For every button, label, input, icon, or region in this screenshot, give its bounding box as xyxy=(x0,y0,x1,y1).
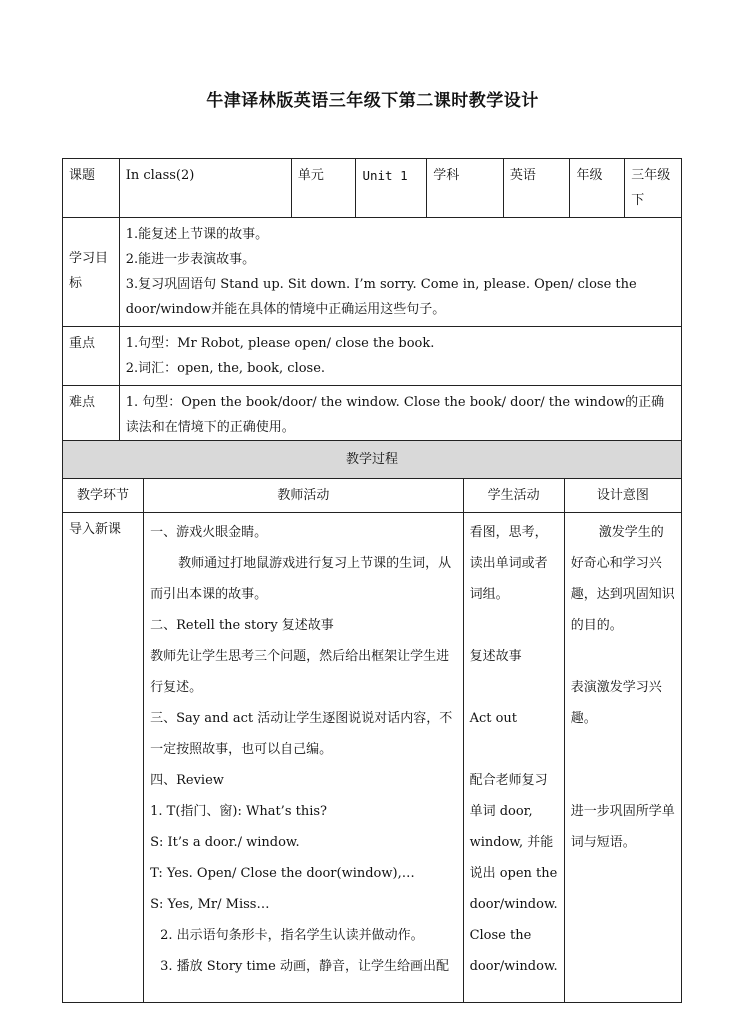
label-difficulty: 难点 xyxy=(63,386,120,464)
student-item: 复述故事 xyxy=(469,649,522,664)
process-header: 教学过程 xyxy=(63,441,682,479)
col-teacher: 教师活动 xyxy=(144,479,463,513)
purpose-item: 激发学生的好奇心和学习兴趣，达到巩固知识的目的。 xyxy=(570,525,675,633)
label-topic: 课题 xyxy=(63,159,120,218)
key-item: 1.句型：Mr Robot, please open/ close the book. xyxy=(125,336,435,351)
key-item: 2.词汇：open, the, book, close. xyxy=(125,361,326,376)
teacher-line: 一、游戏火眼金睛。 xyxy=(150,525,268,540)
teacher-line: S: Yes, Mr/ Miss… xyxy=(150,897,270,912)
teacher-line: 四、Review xyxy=(150,773,224,788)
student-item: 看图，思考，读出单词或者词组。 xyxy=(469,525,548,602)
difficulty-text: 1. 句型：Open the book/door/ the window. Close the book/ door/ the window的正确读法和在情境下的正确使用。 xyxy=(119,386,681,464)
teacher-line: S: It’s a door./ window. xyxy=(150,835,300,850)
col-student: 学生活动 xyxy=(463,479,564,513)
label-unit: 单元 xyxy=(291,159,356,218)
col-stage: 教学环节 xyxy=(63,479,144,513)
unit-value: Unit 1 xyxy=(356,159,427,218)
goals-list xyxy=(119,218,681,327)
teacher-line: 1. T(指门、窗): What’s this? xyxy=(150,804,328,819)
goal-item: 2.能进一步表演故事。 xyxy=(125,252,256,267)
teacher-line: 教师通过打地鼠游戏进行复习上节课的生词，从而引出本课的故事。 xyxy=(150,556,452,602)
student-activities xyxy=(463,513,564,1003)
teacher-line: 三、Say and act 活动让学生逐图说说对话内容，不一定按照故事，也可以自己编。 xyxy=(150,711,453,757)
teacher-line: 2. 出示语句条形卡，指名学生认读并做动作。 xyxy=(160,928,424,943)
process-table xyxy=(62,440,682,1003)
teacher-line: 二、Retell the story 复述故事 xyxy=(150,618,334,633)
purpose-cell xyxy=(564,513,681,1003)
purpose-item: 进一步巩固所学单词与短语。 xyxy=(570,804,675,850)
stage-cell: 导入新课 xyxy=(63,513,144,1003)
label-grade: 年级 xyxy=(570,159,625,218)
topic-value: In class(2) xyxy=(119,159,291,218)
teacher-line: T: Yes. Open/ Close the door(window),… xyxy=(150,866,415,881)
label-goals: 学习目标 xyxy=(63,218,120,327)
student-item: 配合老师复习单词 door, window, 并能说出 open the door/window. Close the door/window. xyxy=(469,773,558,974)
page-title: 牛津译林版英语三年级下第二课时教学设计 xyxy=(206,91,539,111)
goal-item: 3.复习巩固语句 Stand up. Sit down. I’m sorry. Come in, please. Open/ close the door/window并能在具体的情境中正确运用这些句子。 xyxy=(125,277,637,317)
student-item: Act out xyxy=(469,711,518,726)
grade-value: 三年级下 xyxy=(625,159,682,218)
goal-item: 1.能复述上节课的故事。 xyxy=(125,227,269,242)
teacher-activities xyxy=(144,513,463,1003)
teacher-line: 3. 播放 Story time 动画，静音，让学生给画出配 xyxy=(160,959,449,974)
info-table xyxy=(62,158,682,464)
col-purpose: 设计意图 xyxy=(564,479,681,513)
purpose-item: 表演激发学习兴趣。 xyxy=(570,680,662,726)
key-list xyxy=(119,327,681,386)
label-subject: 学科 xyxy=(427,159,504,218)
label-key: 重点 xyxy=(63,327,120,386)
subject-value: 英语 xyxy=(503,159,570,218)
teacher-line: 教师先让学生思考三个问题，然后给出框架让学生进行复述。 xyxy=(150,649,450,695)
